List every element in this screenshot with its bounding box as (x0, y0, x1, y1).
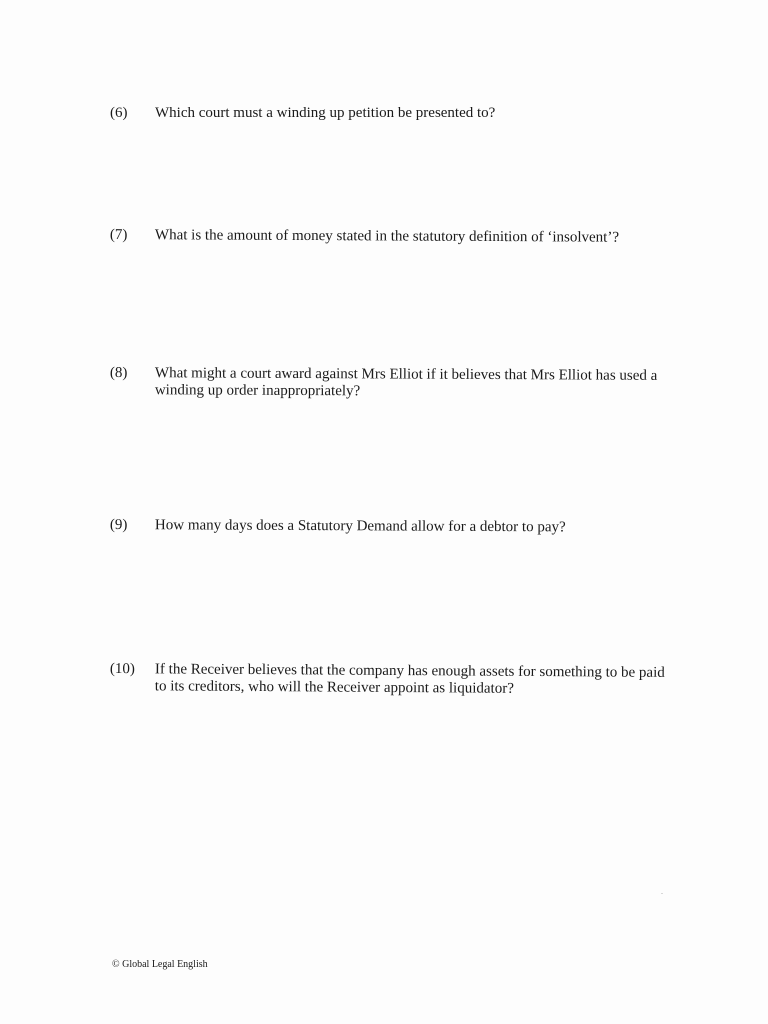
footer-copyright: © Global Legal English (112, 959, 208, 970)
question-10 (110, 661, 670, 699)
question-text: How many days does a Statutory Demand allow for a debtor to pay? (154, 517, 566, 536)
question-text: What might a court award against Mrs Elliot if it believes that Mrs Elliot has used a winding up order inappropriately? (154, 365, 658, 400)
question-text: What is the amount of money stated in the statutory definition of ‘insolvent’? (154, 227, 620, 246)
question-number: (10) (109, 661, 135, 678)
scan-speck (661, 893, 663, 894)
question-number: (9) (109, 517, 128, 534)
question-number: (8) (109, 365, 128, 382)
question-7 (110, 227, 670, 247)
question-8 (110, 365, 670, 402)
question-number: (6) (110, 105, 128, 121)
question-text: Which court must a winding up petition be presented to? (155, 105, 496, 121)
question-number: (7) (109, 227, 128, 244)
question-9 (110, 517, 670, 537)
question-text: If the Receiver believes that the company has enough assets for something to be paid to its creditors, who will the Receiver appoint as liquidator? (154, 661, 665, 697)
question-6 (110, 105, 670, 122)
